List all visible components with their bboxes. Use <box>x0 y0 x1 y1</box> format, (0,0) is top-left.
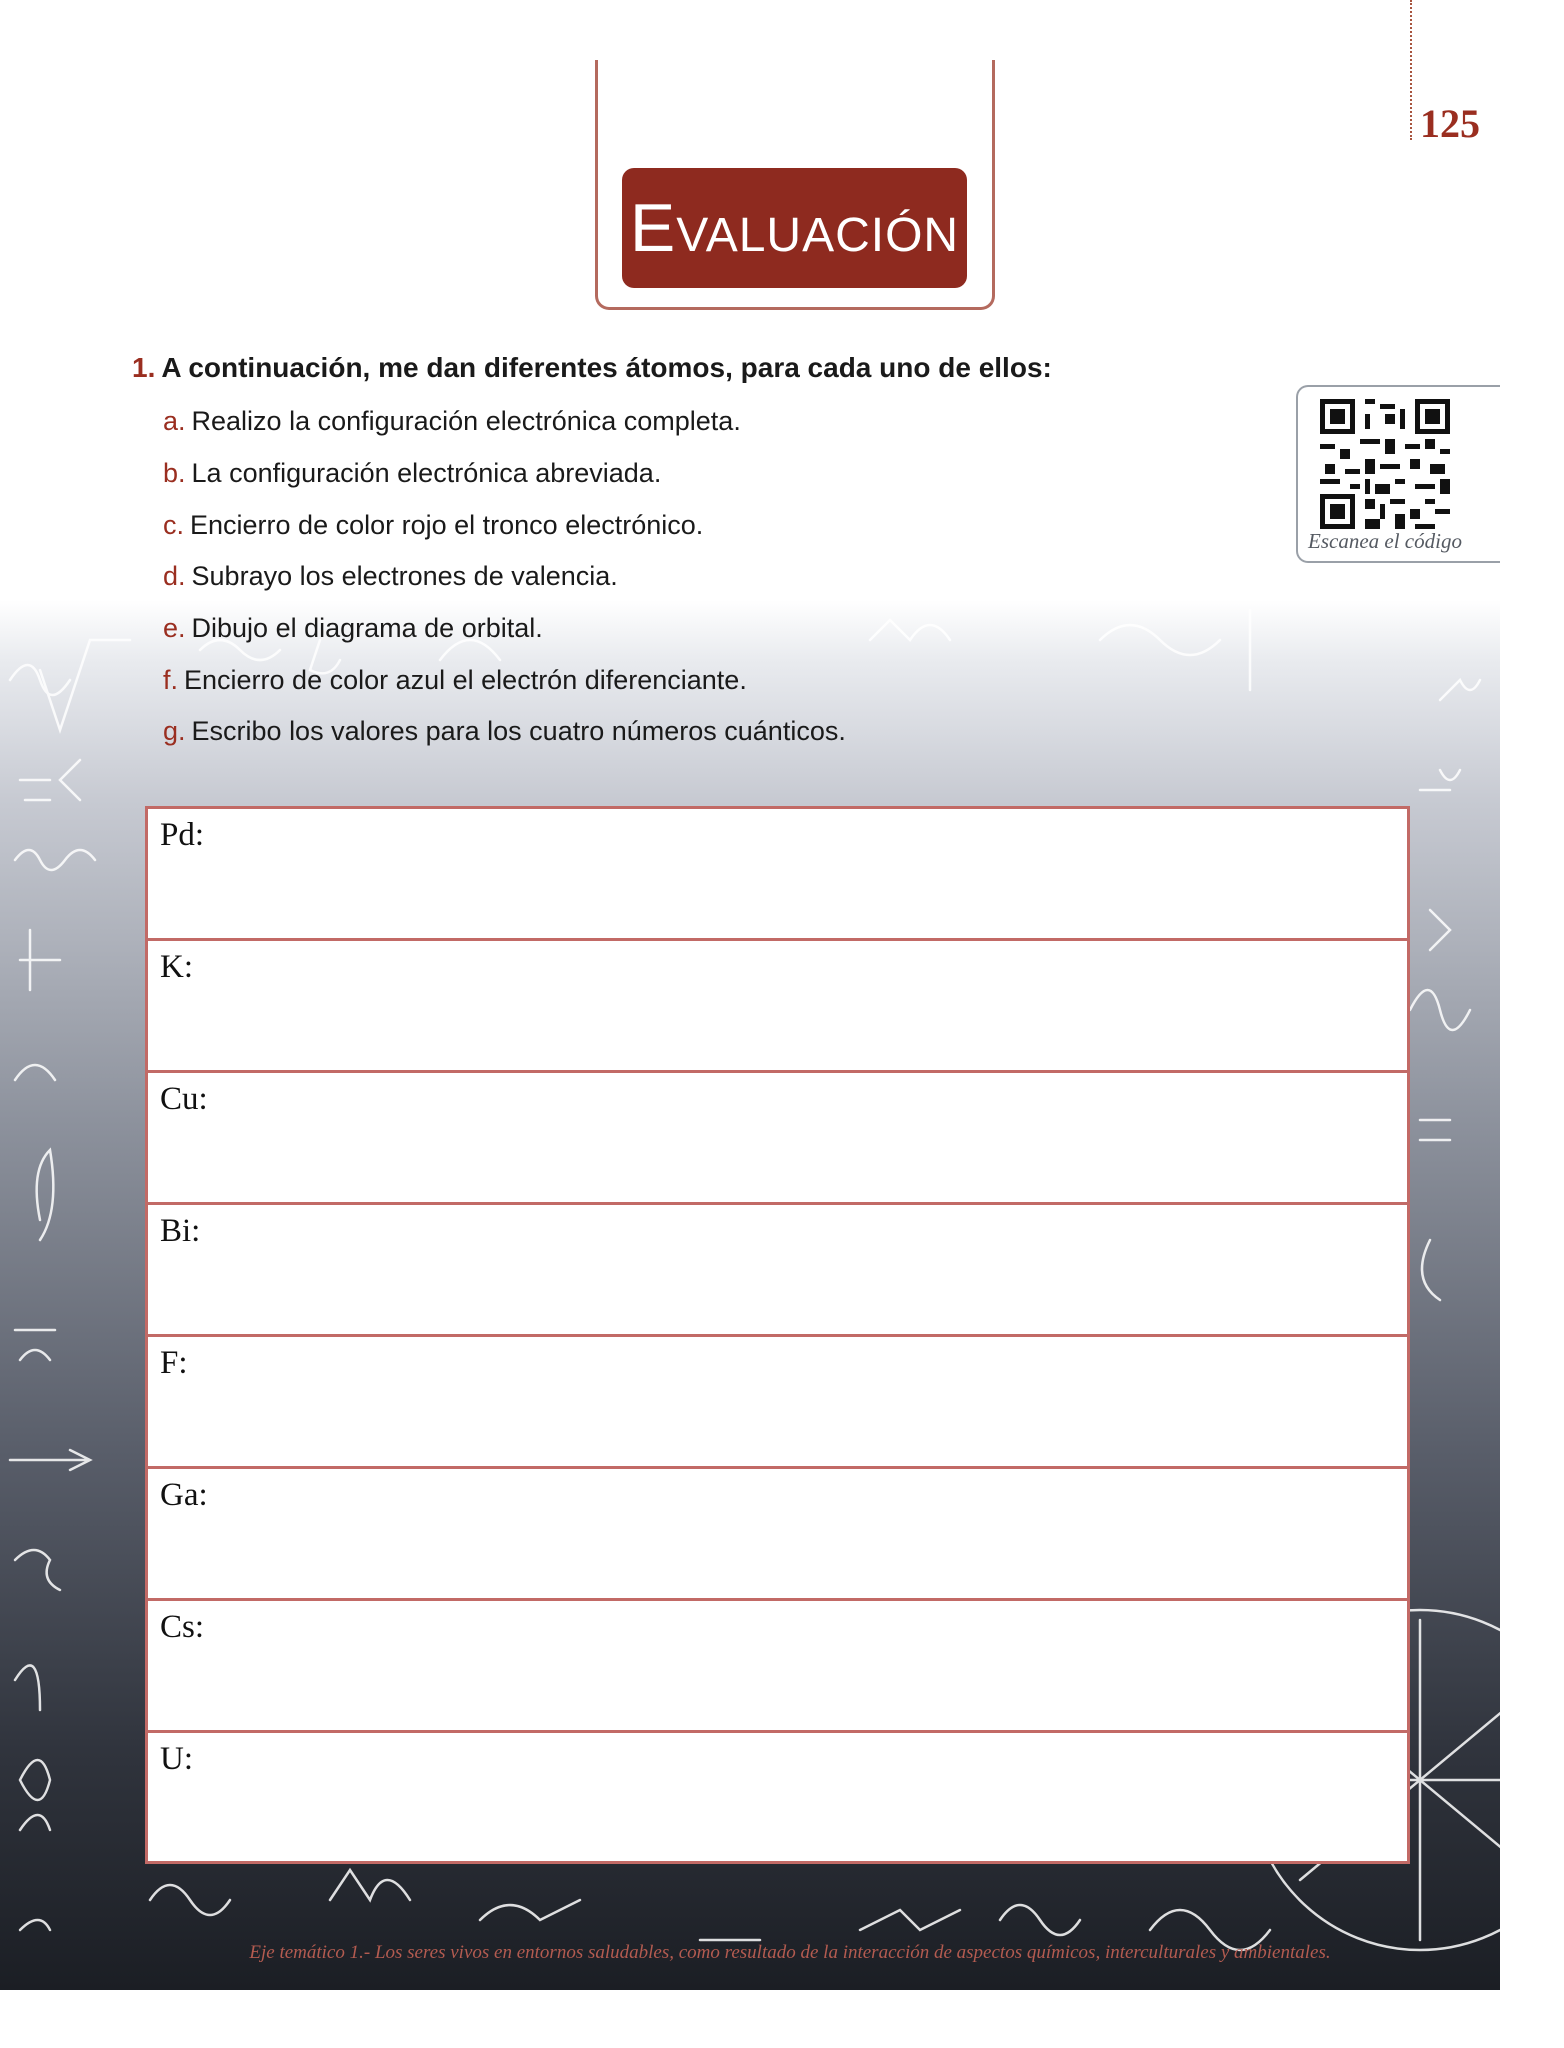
row-label: Cu: <box>160 1081 208 1117</box>
question-item <box>163 458 661 489</box>
question-item <box>163 561 618 592</box>
item-letter: g. <box>163 716 186 746</box>
question-number: 1. <box>132 352 156 383</box>
question-1 <box>132 352 1052 384</box>
page-divider <box>1410 0 1412 140</box>
row-label: U: <box>160 1741 193 1777</box>
qr-caption: Escanea el código <box>1308 529 1462 553</box>
item-letter: a. <box>163 406 186 436</box>
row-label: Ga: <box>160 1477 208 1513</box>
qr-code-box[interactable] <box>1296 385 1500 563</box>
item-text: Realizo la configuración electrónica completa. <box>191 406 741 436</box>
question-item <box>163 510 703 541</box>
row-label: F: <box>160 1345 188 1381</box>
item-text: La configuración electrónica abreviada. <box>191 458 662 488</box>
answer-row[interactable] <box>148 1733 1407 1861</box>
page-title: Evaluación <box>622 168 967 288</box>
item-letter: c. <box>163 510 185 540</box>
question-item <box>163 613 543 644</box>
row-label: K: <box>160 949 193 985</box>
answer-row[interactable] <box>148 1205 1407 1337</box>
item-letter: e. <box>163 613 186 643</box>
question-item <box>163 716 846 747</box>
item-letter: d. <box>163 561 186 591</box>
answer-row[interactable] <box>148 941 1407 1073</box>
item-text: Dibujo el diagrama de orbital. <box>191 613 543 643</box>
page-number: 125 <box>1420 101 1480 146</box>
item-text: Encierro de color azul el electrón diferenciante. <box>184 665 747 695</box>
item-letter: f. <box>163 665 179 695</box>
qr-code-icon <box>1320 399 1450 529</box>
answer-row[interactable] <box>148 809 1407 941</box>
page-margin <box>1500 0 1564 2048</box>
question-item <box>163 406 741 437</box>
question-item <box>163 665 747 696</box>
item-text: Encierro de color rojo el tronco electrónico. <box>190 510 704 540</box>
answer-row[interactable] <box>148 1469 1407 1601</box>
item-text: Escribo los valores para los cuatro números cuánticos. <box>191 716 846 746</box>
row-label: Bi: <box>160 1213 201 1249</box>
item-text: Subrayo los electrones de valencia. <box>191 561 618 591</box>
answer-row[interactable] <box>148 1601 1407 1733</box>
row-label: Pd: <box>160 817 205 853</box>
item-letter: b. <box>163 458 186 488</box>
row-label: Cs: <box>160 1609 205 1645</box>
footer-text: Eje temático 1.- Los seres vivos en entornos saludables, como resultado de la interacción de aspectos químicos, interculturales y ambientales. <box>249 1942 1331 1963</box>
answer-row[interactable] <box>148 1337 1407 1469</box>
answer-row[interactable] <box>148 1073 1407 1205</box>
question-text: A continuación, me dan diferentes átomos, para cada uno de ellos: <box>161 352 1052 383</box>
answer-table <box>145 806 1410 1864</box>
